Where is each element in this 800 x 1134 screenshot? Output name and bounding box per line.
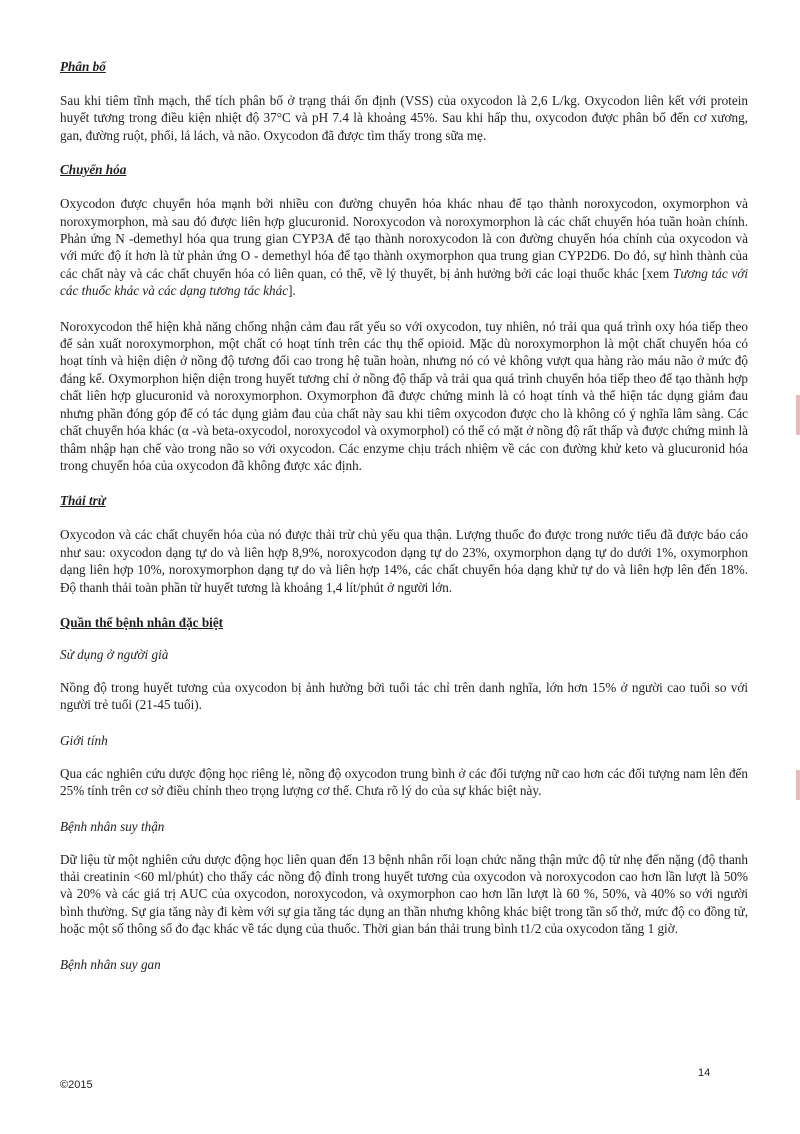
section-title-elimination: Thải trừ — [60, 493, 106, 509]
metabolism-paragraph-2: Noroxycodon thể hiện khả năng chống nhận cảm đau rất yếu so với oxycodon, tuy nhiên, nó trải qua quá trình oxy hóa tiếp theo để sản xuất noroxymorphon, một chất có hoạt tính trên các thụ thể opioid. Mặc dù noroxymorphon là một chất chuyển hóa có hoạt tính và hiện diện ở nồng độ tương đối cao trong hệ tuần hoàn, nhưng nó có vẻ không vượt qua hàng rào máu não ở mức độ đáng kể. Oxymorphon hiện diện trong huyết tương chỉ ở nồng độ thấp và trải qua quá trình chuyển hóa tiếp theo để tạo thành hợp chất liên hợp glucuronid và noroxymorphon. Oxymorphon đã được chứng minh là có hoạt tính và thể hiện tác dụng giảm đau nhưng phần đóng góp để có tác dụng giảm đau của chất này sau khi tiêm oxycodon được cho là không có ý nghĩa lâm sàng. Các chất chuyển hóa khác (α -và beta-oxycodol, noroxycodol và oxymorphol) có thể có mặt ở nồng độ rất thấp và được chứng minh là thâm nhập hạn chế vào trong não so với oxycodon. Các enzyme chịu trách nhiệm về các con đường khử keto và glucuronid hóa trong chuyển hóa của oxycodon đã không được xác định. — [60, 318, 748, 473]
metabolism-paragraph-1 — [60, 195, 748, 299]
subsection-title-renal: Bệnh nhân suy thận — [60, 818, 165, 834]
section-title-metabolism: Chuyển hóa — [60, 162, 127, 178]
subsection-title-elderly: Sử dụng ở người già — [60, 646, 169, 662]
document-page — [60, 58, 748, 989]
interaction-reference-link: Tương tác với các thuốc khác và các dạng tương tác khác — [60, 265, 748, 299]
section-title-distribution: Phân bố — [60, 59, 106, 74]
section-title-special-populations: Quần thể bệnh nhân đặc biệt — [60, 614, 224, 630]
metabolism-p1-text: Oxycodon được chuyển hóa mạnh bởi nhiều con đường chuyển hóa khác nhau để tạo thành noroxycodon, oxymorphon và noroxymorphon, mà sau đó được liên hợp glucuronid. Noroxycodon và noroxymorphon là các chất chuyển hóa tuần hoàn chính. Phản ứng N -demethyl hóa qua trung gian CYP3A để tạo thành noroxycodon là con đường chuyển hóa chính của oxycodon và với mức độ ít hơn là từ phản ứng O - demethyl hóa để tạo thành oxymorphon qua trung gian CYP2D6. Do đó, sự hình thành của các chất này và các chất chuyển hóa có liên quan, có thể, về lý thuyết, bị ảnh hưởng bởi các loại thuốc khác [xem — [60, 196, 748, 281]
footer-page-number: 14 — [698, 1067, 711, 1079]
elderly-paragraph: Nồng độ trong huyết tương của oxycodon bị ảnh hưởng bởi tuổi tác chỉ trên danh nghĩa, lớn hơn 15% ở người cao tuổi so với người trẻ tuổi (21-45 tuổi). — [60, 679, 748, 713]
gender-paragraph: Qua các nghiên cứu dược động học riêng lẻ, nồng độ oxycodon trung bình ở các đối tượng nữ cao hơn các đối tượng nam lên đến 25% tính trên cơ sở điều chỉnh theo trọng lượng cơ thể. Chưa rõ lý do của sự khác biệt này. — [60, 765, 748, 799]
scan-edge-mark — [796, 395, 800, 435]
metabolism-p1-end: ]. — [288, 283, 296, 299]
renal-paragraph: Dữ liệu từ một nghiên cứu dược động học liên quan đến 13 bệnh nhân rối loạn chức năng thận mức độ từ nhẹ đến nặng (độ thanh thải creatinin <60 ml/phút) cho thấy các nồng độ đỉnh trong huyết tương của oxycodon và noroxycodon cao hơn lần lượt là 50% và 20% và các giá trị AUC của oxycodon, noroxycodon, và oxymorphon cao hơn lần lượt là 60 %, 50%, và 40% so với người bình thường. Sự gia tăng này đi kèm với sự gia tăng tác dụng an thần nhưng không khác biệt trong tần số thở, mức độ co đồng tử, hoặc một số thông số đo đạc khác về tác dụng của thuốc. Thời gian bán thải trung bình t1/2 của oxycodon tăng 1 giờ. — [60, 851, 748, 937]
scan-edge-mark — [796, 770, 800, 800]
distribution-paragraph: Sau khi tiêm tĩnh mạch, thể tích phân bố ở trạng thái ổn định (VSS) của oxycodon là 2,6 L/kg. Oxycodon liên kết với protein huyết tương trong điều kiện nhiệt độ 37°C và pH 7.4 là khoảng 45%. Sau khi hấp thu, oxycodon được phân bố đến cơ xương, gan, đường ruột, phổi, lá lách, và não. Oxycodon đã được tìm thấy trong sữa mẹ. — [60, 93, 748, 143]
subsection-title-hepatic: Bệnh nhân suy gan — [60, 956, 161, 972]
footer-copyright: ©2015 — [60, 1079, 93, 1091]
subsection-title-gender: Giới tính — [60, 732, 108, 748]
elimination-paragraph: Oxycodon và các chất chuyển hóa của nó được thải trừ chủ yếu qua thận. Lượng thuốc đo được trong nước tiểu đã được báo cáo như sau: oxycodon dạng tự do và liên hợp 8,9%, noroxycodon dạng tự do 23%, oxymorphon dạng tự do dưới 1%, oxymorphon dạng liên hợp 10%, noroxymorphon dạng tự do và liên hợp 14%, các chất chuyển hóa dạng khử tự do và liên hợp lên đến 18%. Độ thanh thải toàn phần từ huyết tương là khoảng 1,4 lít/phút ở người lớn. — [60, 527, 748, 595]
